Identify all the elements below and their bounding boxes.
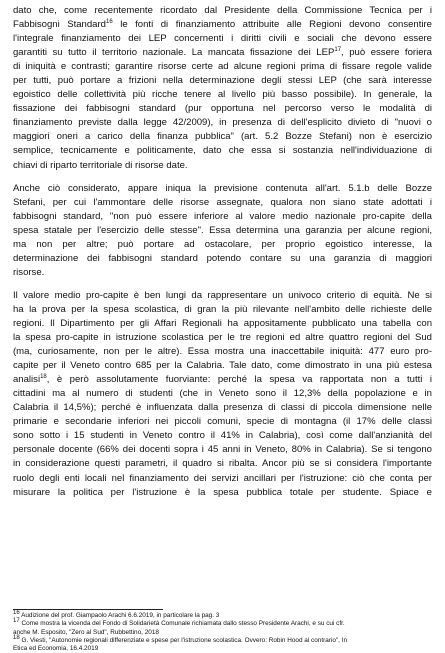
text-line: in considerazione questi parametri, il quadro si ribalta. Ancor più se si considera l'importante	[13, 458, 432, 470]
text-line: spesa statale per l'esercizio delle stesse". Essa determina una garanzia per alcune regioni,	[13, 224, 432, 236]
text-line: chiavi di riparto territoriale di risorse date.	[13, 159, 188, 171]
text-line: determinazione dei fabbisogni standard potendo contare su una garanzia di maggiori	[13, 252, 432, 264]
text-line	[13, 373, 432, 387]
text-line: (ma, curiosamente, non per le altre). Essa mostra una inaccettabile iniquità: 477 euro pro-	[13, 346, 432, 358]
text-line: Stefani, per cui l'ammontare delle risorse assegnate, qualora non siano state adottati i	[13, 196, 432, 208]
text-line: maggiori oneri a carico della finanza pubblica" (art. 5.2 Bozze Stefani) non è esercizio	[13, 131, 432, 143]
text-line: misurare la politica per l'istruzione è la spesa pubblica totale per studente. Spiace e	[13, 486, 432, 498]
text-line: Calabria il 14,5%); perché è influenzata dalla presenza di classi di piccola dimensione nelle	[13, 402, 432, 414]
text-line: capite per il Veneto contro 685 per la Calabria. Tale dato, come dimostrato in una più estesa	[13, 360, 432, 372]
text-segment: , può essere foriera	[341, 47, 432, 59]
footnote-17-cont: anche M. Esposito, "Zero al Sud", Rubbettino, 2018	[13, 628, 159, 636]
footnote-number: 17	[13, 618, 20, 625]
text-line: regioni. Il Dipartimento per gli Affari Regionali ha appositamente pubblicato una tabella con	[13, 317, 432, 329]
text-line: personale docente (66% dei docenti sopra i 45 anni in Veneto, 80% in Calabria). Se si tengono	[13, 444, 432, 456]
text-segment: le fonti di finanziamento attribuite alle Regioni devono consentire	[112, 19, 432, 31]
footnote-text: Audizione del prof. Giampaolo Arachi 6.6.2019, in particolare la pag. 3	[19, 612, 220, 619]
text-line: fissazione dei fabbisogni standard (pur opportuna nel percorso verso le modalità di	[13, 103, 432, 115]
footnote-ref-16[interactable]: 16	[105, 18, 113, 25]
footnote-18-cont: Etica ed Economia, 16.4.2019	[13, 645, 99, 653]
footnote-text: Come mostra la vicenda del Fondo di Solidarietà Comunale richiamata dallo stesso Presidente Arachi, e su cui cfr.	[19, 620, 345, 628]
text-line: sono sotto i 15 studenti in Veneto contro il 41% in Calabria), così come dall'anzianità del	[13, 430, 432, 442]
text-line: di iniquità e contrasti; garantire risorse certe ad alcune regioni prima di fissare regole valide	[13, 61, 432, 73]
footnote-text: G. Viesti, "Autonomie regionali differenziate e spese per l'istruzione scolastica. Ovvero: Robin Hood al contrario", In	[19, 636, 348, 644]
text-line: primarie e secondarie inferiori nei piccoli comuni, specie di montagna (il 17% delle classi	[13, 416, 432, 428]
text-segment: garantiti su tutto il territorio nazionale. La mancata fissazione dei LEP	[13, 47, 335, 59]
text-line: l'integrale finanziamento dei LEP concernenti i diritti civili e sociali che devono essere	[13, 33, 432, 45]
paragraph-3	[13, 289, 432, 500]
text-line	[13, 18, 432, 32]
text-line: ruolo degli enti locali nel finanziamento dei servizi ancillari per l'istruzione: ciò che conta per	[13, 472, 432, 484]
footnotes	[13, 609, 433, 653]
paragraph-2	[13, 182, 432, 280]
text-line: dato che, come recentemente ricordato dal Presidente della Commissione Tecnica per i	[13, 5, 432, 16]
text-line	[13, 46, 432, 60]
text-line: cittadini ma al numero di studenti (che in Veneto sono il 12,3% della popolazione e in	[13, 388, 432, 400]
text-line: ma non per altre; può portare ad ostacolare, per proprio egoistico interesse, la	[13, 238, 432, 250]
footnote-number: 16	[13, 609, 20, 616]
text-line: la spesa pro-capite in istruzione scolastica per le tre regioni ed altre quattro regioni del Sud	[13, 332, 432, 344]
text-line: semplice, tecnicamente e politicamente, dato che essa si sostanzia nell'individuazione di	[13, 145, 432, 157]
text-line: Il valore medio pro-capite è ben lungi da rappresentare un univoco criterio di equità. Ne si	[13, 289, 432, 301]
text-line: finanziamento previste dalla legge 42/2009), in presenza di dell'esplicito divieto di "nuovi o	[13, 117, 432, 129]
text-line: egoistico delle collettività più ricche tenere al livello più basso possibile). In generale, la	[13, 89, 432, 101]
footnote-number: 18	[13, 634, 20, 641]
text-line: fabbisogni standard, "non può essere inferiore al valore medio nazionale pro-capite della	[13, 210, 432, 222]
text-line: per tutti, può portare a frizioni nella determinazione degli stessi LEP (che sarà interesse	[13, 75, 432, 87]
footnote-17	[13, 620, 433, 628]
text-line: risorse.	[13, 266, 45, 278]
paragraph-1	[13, 4, 432, 173]
footnote-ref-17[interactable]: 17	[334, 46, 342, 53]
text-segment: Fabbisogni Standard	[13, 19, 106, 31]
footnote-18	[13, 634, 433, 645]
footnote-ref-18[interactable]: 18	[40, 374, 47, 380]
text-segment: analisi	[13, 374, 41, 386]
text-segment: , è però assolutamente fuorviante: perché la spesa va rapportata non a tutti i	[46, 374, 432, 386]
text-line: Anche ciò considerato, appare iniqua la previsione contenuta all'art. 5.1.b delle Bozze	[13, 182, 432, 194]
text-line: ha la prova per la spesa scolastica, di gran la più rilevante nell'ambito delle richieste delle	[13, 303, 432, 315]
footnote-separator	[13, 609, 163, 610]
